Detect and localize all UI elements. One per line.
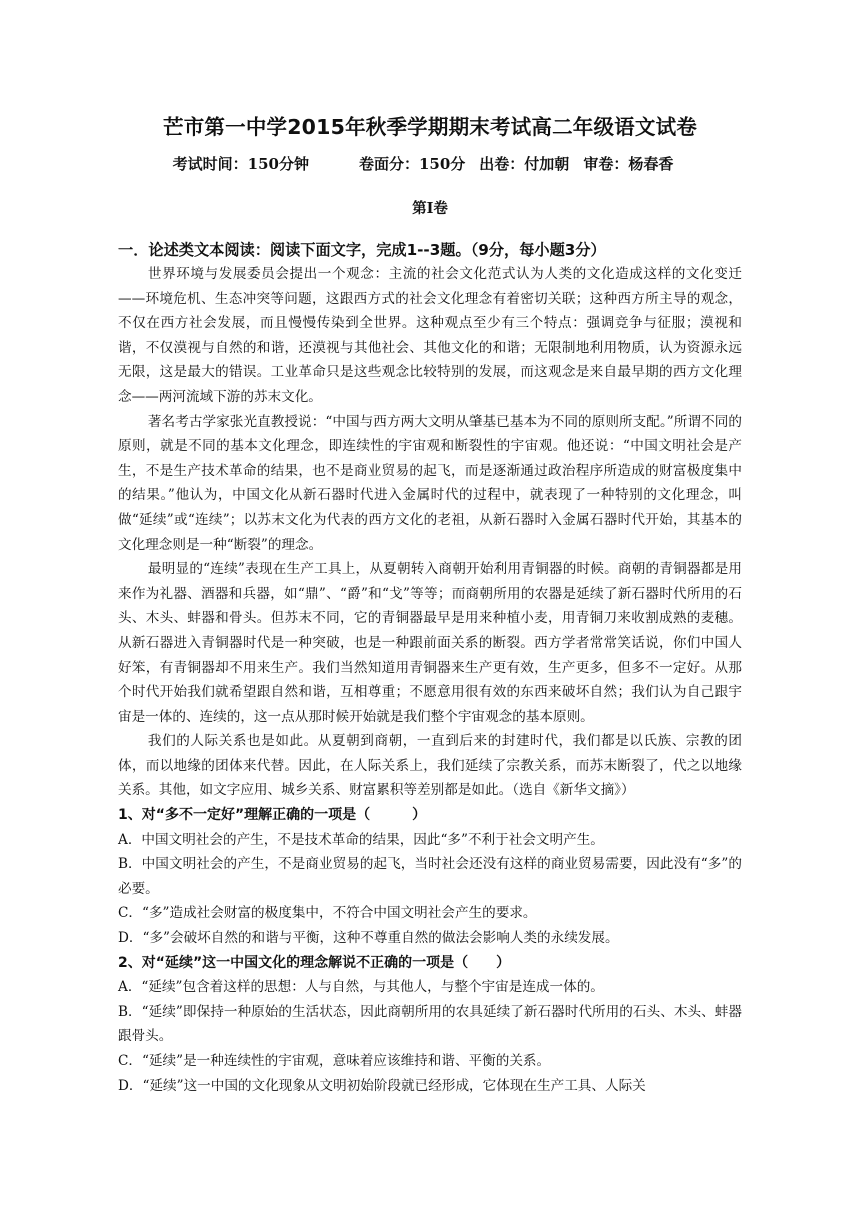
exam-author: 出卷：付加朝	[479, 155, 570, 173]
total-score: 卷面分：150分	[358, 155, 466, 173]
question-2	[118, 951, 742, 1099]
reading-paragraph: 我们的人际关系也是如此。从夏朝到商朝，一直到后来的封建时代，我们都是以氏族、宗教的团体，而以地缘的团体来代替。因此，在人际关系上，我们延续了宗教关系，而苏末断裂了，代之以地缘关系。其他，如文字应用、城乡关系、财富累积等差别都是如此。（选自《新华文摘》）	[118, 733, 742, 799]
question-stem: 1、对“多不一定好”理解正确的一项是（ ）	[118, 807, 427, 824]
exam-reviewer: 审卷：杨春香	[583, 155, 674, 173]
option-d: D．“多”会破坏自然的和谐与平衡，这种不尊重自然的做法会影响人类的永续发展。	[118, 930, 619, 947]
reading-paragraph: 著名考古学家张光直教授说：“中国与西方两大文明从肇基已基本为不同的原则所支配。”所谓不同的原则，就是不同的基本文化理念，即连续性的宇宙观和断裂性的宇宙观。他还说：“中国文明社会是产生，不是生产技术革命的结果，也不是商业贸易的起飞，而是逐渐通过政治程序所造成的财富极度集中的结果。”他认为，中国文化从新石器时代进入金属时代的过程中，就表现了一种特别的文化理念，叫做“延续”或“连续”；以苏末文化为代表的西方文化的老祖，从新石器时入金属石器时代开始，其基本的文化理念则是一种“断裂”的理念。	[118, 413, 742, 553]
option-b: B．中国文明社会的产生，不是商业贸易的起飞，当时社会还没有这样的商业贸易需要，因此没有“多”的必要。	[118, 856, 742, 897]
option-c: C．“多”造成社会财富的极度集中，不符合中国文明社会产生的要求。	[118, 905, 537, 922]
reading-paragraph: 世界环境与发展委员会提出一个观念：主流的社会文化范式认为人类的文化造成这样的文化变迁——环境危机、生态冲突等问题，这跟西方式的社会文化理念有着密切关联；这种西方所主导的观念，不仅在西方社会发展，而且慢慢传染到全世界。这种观点至少有三个特点：强调竞争与征服；漠视和谐，不仅漠视与自然的和谐，还漠视与其他社会、其他文化的和谐；无限制地利用物质，认为资源永远无限，这是最大的错误。工业革命只是这些观念比较特别的发展，而这观念是来自最早期的西方文化理念——两河流域下游的苏末文化。	[118, 266, 742, 405]
option-a: A．中国文明社会的产生，不是技术革命的结果，因此“多”不利于社会文明产生。	[118, 831, 604, 848]
option-c: C．“延续”是一种连续性的宇宙观，意味着应该维持和谐、平衡的关系。	[118, 1053, 551, 1069]
option-b: B．“延续”即保持一种原始的生活状态，因此商朝所用的农具延续了新石器时代所用的石头、木头、蚌器跟骨头。	[118, 1003, 742, 1045]
page-title: 芒市第一中学2015年秋季学期期末考试高二年级语文试卷	[163, 115, 697, 139]
exam-time: 考试时间：150分钟	[172, 155, 309, 173]
question-1	[118, 803, 742, 951]
question-stem: 2、对“延续”这一中国文化的理念解说不正确的一项是（ ）	[118, 954, 511, 971]
exam-meta	[104, 152, 742, 176]
section-heading: 一．论述类文本阅读：阅读下面文字，完成1--3题。（9分，每小题3分）	[118, 241, 606, 259]
reading-paragraph: 最明显的“连续”表现在生产工具上，从夏朝转入商朝开始利用青铜器的时候。商朝的青铜器都是用来作为礼器、酒器和兵器，如“鼎”、“爵”和“戈”等等；而商朝所用的农器是延续了新石器时代所用的石头、木头、蚌器和骨头。但苏末不同，它的青铜器最早是用来种植小麦，用青铜刀来收割成熟的麦穗。从新石器进入青铜器时代是一种突破，也是一种跟前面关系的断裂。西方学者常常笑话说，你们中国人好笨，有青铜器却不用来生产。我们当然知道用青铜器来生产更有效，生产更多，但多不一定好。从那个时代开始我们就希望跟自然和谐，互相尊重；不愿意用很有效的东西来破坏自然；我们认为自己跟宇宙是一体的、连续的，这一点从那时候开始就是我们整个宇宙观念的基本原则。	[118, 561, 742, 725]
option-a: A．“延续”包含着这样的思想：人与自然，与其他人，与整个宇宙是连成一体的。	[118, 979, 604, 996]
volume-heading: 第Ⅰ卷	[412, 200, 448, 217]
exam-page	[118, 112, 742, 1098]
option-d: D．“延续”这一中国的文化现象从文明初始阶段就已经形成，它体现在生产工具、人际关	[118, 1077, 646, 1094]
